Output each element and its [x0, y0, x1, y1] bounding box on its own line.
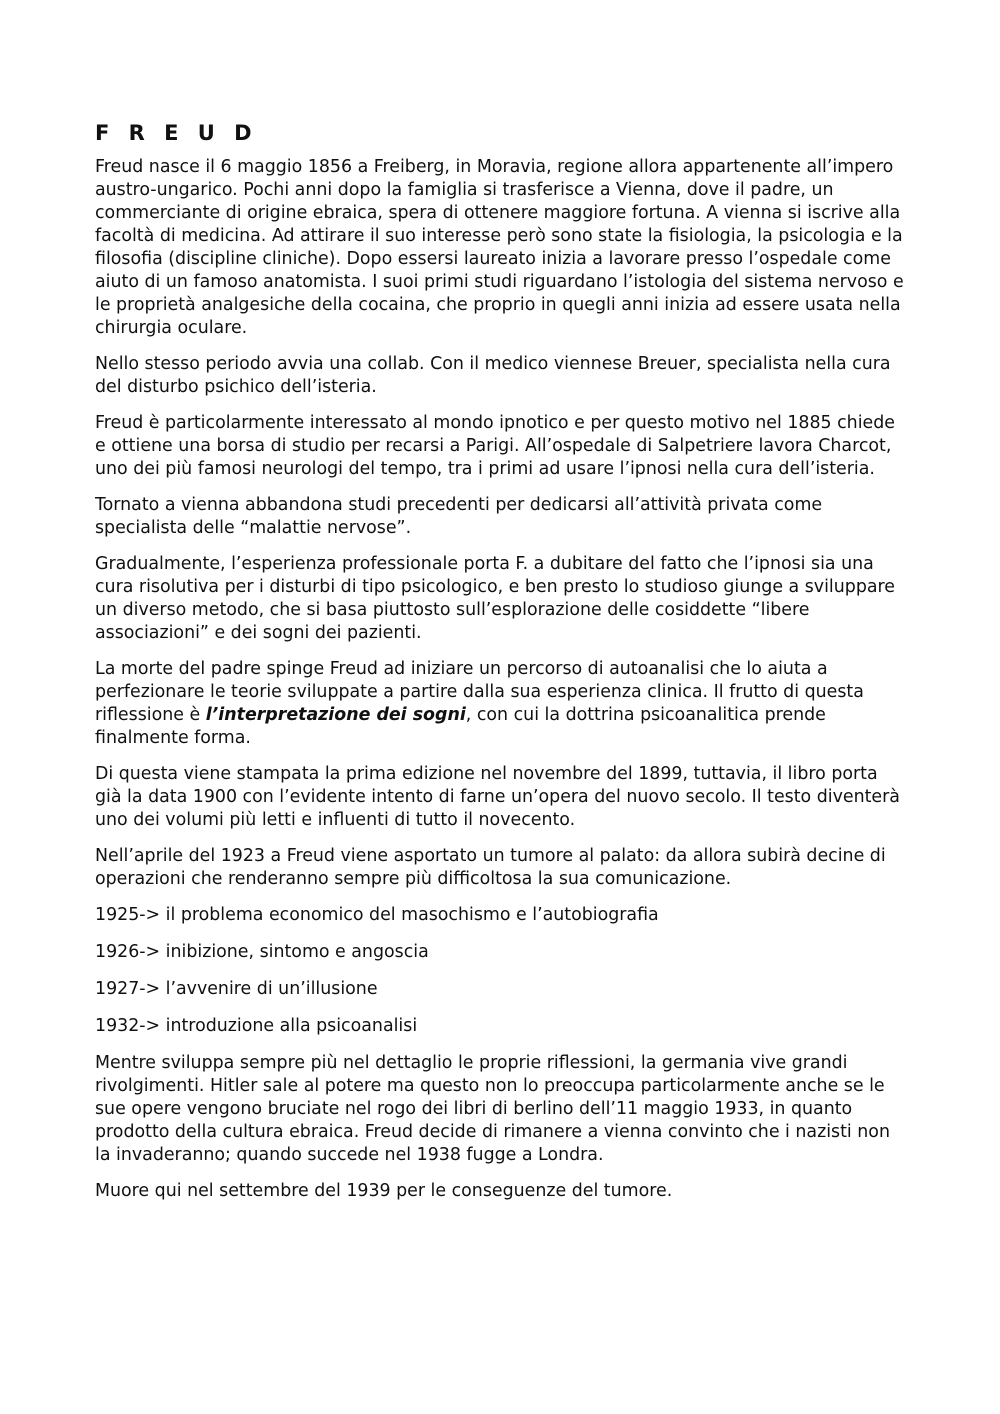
paragraph-nazism-london: Mentre sviluppa sempre più nel dettaglio le proprie riflessioni, la germania vive grandi rivolgimenti. Hitler sale al potere ma questo non lo preoccupa particolarmente anche se le sue opere vengono bruciate nel rogo dei libri di berlino dell’11 maggio 1933, in quanto prodotto della cultura ebraica. Freud decide di rimanere a vienna convinto che i nazisti non la invaderanno; quando succede nel 1938 fugge a Londra. — [95, 1053, 890, 1165]
works-list-item: 1932-> introduzione alla psicoanalisi — [95, 1016, 418, 1036]
works-list-item: 1926-> inibizione, sintomo e angoscia — [95, 942, 429, 962]
paragraph-first-edition: Di questa viene stampata la prima edizione nel novembre del 1899, tuttavia, il libro porta già la data 1900 con l’evidente intento di farne un’opera del nuovo secolo. Il testo diventerà uno dei volumi più letti e influenti di tutto il novecento. — [95, 764, 900, 830]
paragraph-biography-intro: Freud nasce il 6 maggio 1856 a Freiberg, in Moravia, regione allora appartenente all’impero austro-ungarico. Pochi anni dopo la famiglia si trasferisce a Vienna, dove il padre, un commerciante di origine ebraica, spera di ottenere maggiore fortuna. A vienna si iscrive alla facoltà di medicina. Ad attirare il suo interesse però sono state la fisiologia, la psicologia e la filosofia (discipline cliniche). Dopo essersi laureato inizia a lavorare presso l’ospedale come aiuto di un famoso anatomista. I suoi primi studi riguardano l’istologia del sistema nervoso e le proprietà analgesiche della cocaina, che proprio in quegli anni inizia ad essere usata nella chirurgia oculare. — [95, 157, 904, 338]
paragraph-tumor: Nell’aprile del 1923 a Freud viene asportato un tumore al palato: da allora subirà decine di operazioni che renderanno sempre più difficoltosa la sua comunicazione. — [95, 846, 886, 889]
paragraph-death: Muore qui nel settembre del 1939 per le conseguenze del tumore. — [95, 1181, 673, 1201]
paragraph-self-analysis-end: , con cui la dottrina psicoanalitica prende finalmente forma. — [95, 705, 826, 748]
paragraph-self-analysis-start: La morte del padre spinge Freud ad iniziare un percorso di autoanalisi che lo aiuta a perfezionare le teorie sviluppate a partire dalla sua esperienza clinica. Il frutto di questa riflessione è — [95, 659, 864, 725]
document-title: F R E U D — [95, 121, 258, 145]
works-list-item: 1927-> l’avvenire di un’illusione — [95, 979, 378, 999]
works-list-item: 1925-> il problema economico del masochismo e l’autobiografia — [95, 905, 659, 925]
paragraph-return-vienna: Tornato a vienna abbandona studi precedenti per dedicarsi all’attività privata come specialista delle “malattie nervose”. — [95, 495, 823, 538]
paragraph-paris-charcot: Freud è particolarmente interessato al mondo ipnotico e per questo motivo nel 1885 chiede e ottiene una borsa di studio per recarsi a Parigi. All’ospedale di Salpetriere lavora Charcot, uno dei più famosi neurologi del tempo, tra i primi ad usare l’ipnosi nella cura dell’isteria. — [95, 413, 895, 479]
document-body — [95, 118, 907, 1216]
paragraph-self-analysis — [95, 658, 907, 750]
paragraph-free-association: Gradualmente, l’esperienza professionale porta F. a dubitare del fatto che l’ipnosi sia una cura risolutiva per i disturbi di tipo psicologico, e ben presto lo studioso giunge a sviluppare un diverso metodo, che si basa piuttosto sull’esplorazione delle cosiddette “libere associazioni” e dei sogni dei pazienti. — [95, 554, 895, 643]
book-title-emphasis: l’interpretazione dei sogni — [205, 705, 466, 725]
paragraph-breuer: Nello stesso periodo avvia una collab. Con il medico viennese Breuer, specialista nella cura del disturbo psichico dell’isteria. — [95, 354, 891, 397]
